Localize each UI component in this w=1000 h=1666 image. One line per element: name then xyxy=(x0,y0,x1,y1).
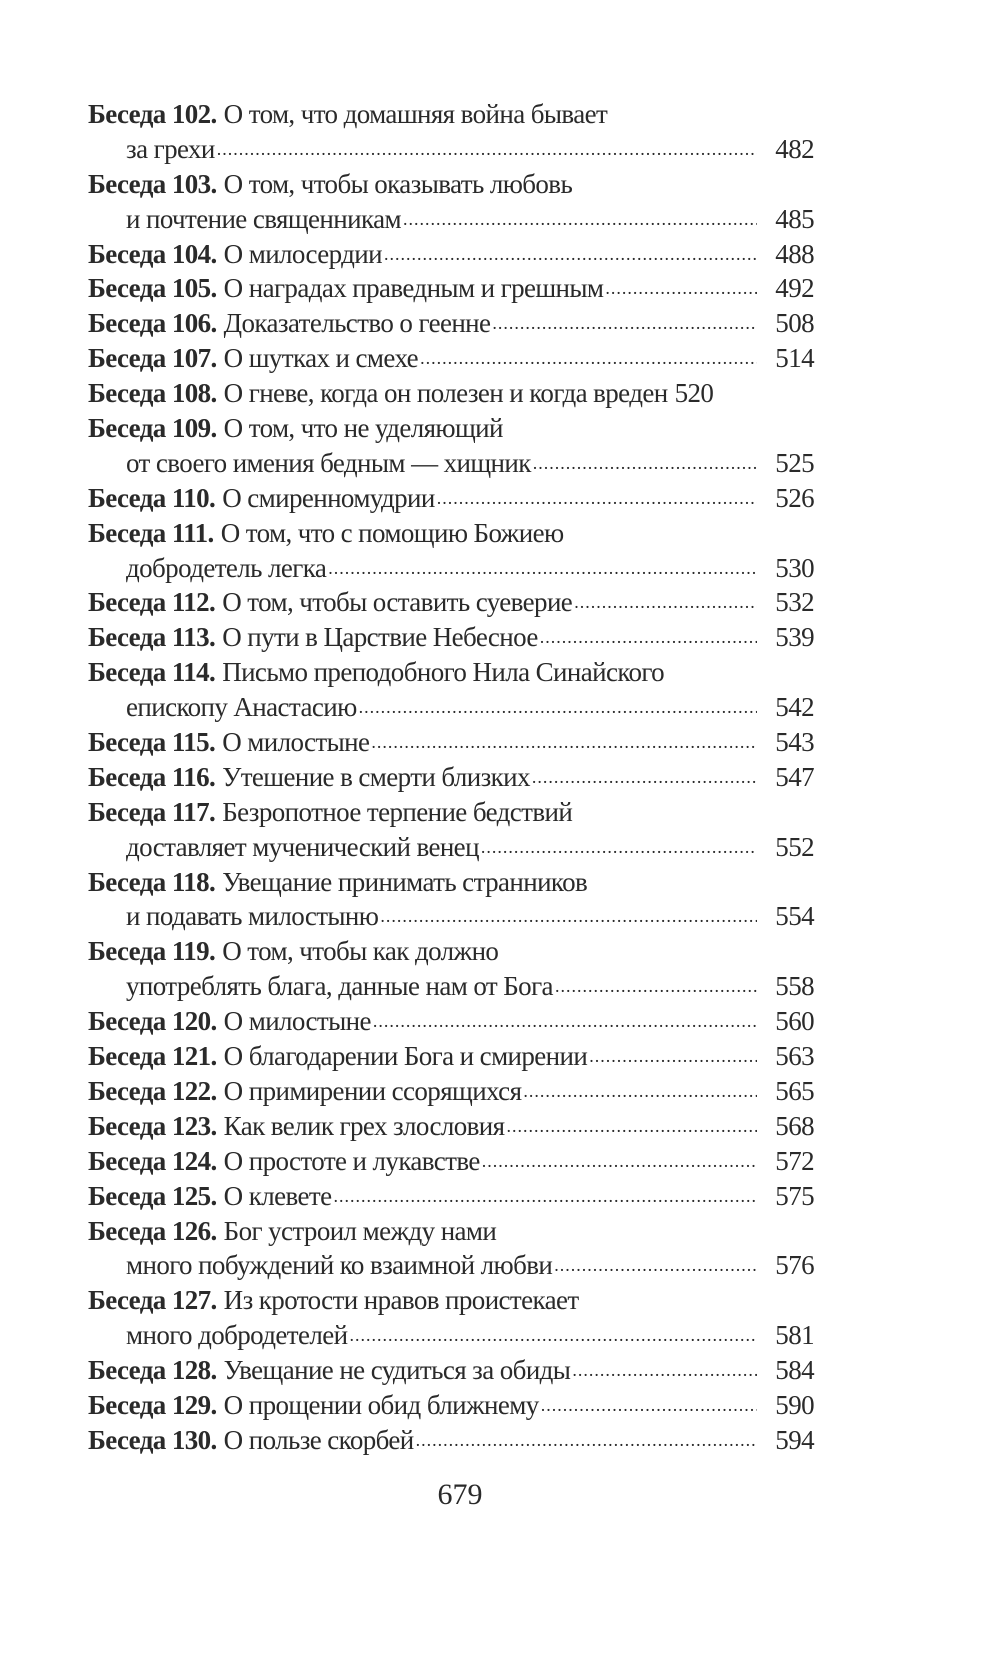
entry-number: Беседа 109. xyxy=(88,413,217,444)
entry-page: 508 xyxy=(775,308,814,339)
entry-page: 520 xyxy=(674,378,714,409)
entry-page: 565 xyxy=(775,1075,814,1106)
dot-leader xyxy=(523,1074,757,1109)
entry-number: Беседа 115. xyxy=(88,727,216,758)
toc-entry-continuation xyxy=(88,969,814,1004)
dot-leader xyxy=(328,551,757,586)
entry-page: 525 xyxy=(775,447,814,478)
toc-entry xyxy=(88,865,814,900)
toc-entry xyxy=(88,306,814,341)
toc-entry xyxy=(88,516,814,551)
entry-title: О пути в Царствие Небесное xyxy=(222,622,538,653)
dot-leader xyxy=(416,1423,758,1458)
entry-title: О том, чтобы оказывать любовь xyxy=(223,168,573,199)
toc-entry xyxy=(88,1039,814,1074)
entry-title: Из кротости нравов проистекает xyxy=(223,1285,579,1316)
entry-number: Беседа 128. xyxy=(88,1355,217,1386)
toc-entry-continuation xyxy=(88,551,814,586)
entry-number: Беседа 126. xyxy=(88,1215,217,1246)
entry-number: Беседа 112. xyxy=(88,587,216,618)
entry-title-continuation: за грехи xyxy=(126,133,215,164)
entry-number: Беседа 120. xyxy=(88,1006,217,1037)
toc-entry-continuation xyxy=(88,202,814,237)
toc-entry xyxy=(88,1004,814,1039)
dot-leader xyxy=(359,690,758,725)
entry-page: 539 xyxy=(775,622,814,653)
entry-number: Беседа 111. xyxy=(88,517,214,548)
toc-entry xyxy=(88,376,814,411)
toc-entry xyxy=(88,934,814,969)
dot-leader xyxy=(541,1388,758,1423)
toc-entry xyxy=(88,1144,814,1179)
entry-title: О том, что с помощию Божиею xyxy=(220,517,564,548)
entry-title: Письмо преподобного Нила Синайского xyxy=(222,657,665,688)
entry-number: Беседа 117. xyxy=(88,796,216,827)
toc-entry xyxy=(88,97,814,132)
entry-page: 542 xyxy=(775,692,814,723)
toc-entry xyxy=(88,341,814,376)
entry-title-continuation: употреблять блага, данные нам от Бога xyxy=(126,971,553,1002)
entry-page: 485 xyxy=(775,203,814,234)
entry-number: Беседа 129. xyxy=(88,1389,217,1420)
entry-title: Как велик грех злословия xyxy=(223,1110,505,1141)
entry-title: О том, чтобы как должно xyxy=(222,936,499,967)
dot-leader xyxy=(506,1109,757,1144)
entry-number: Беседа 108. xyxy=(88,378,217,409)
toc-entry-continuation xyxy=(88,1248,814,1283)
dot-leader xyxy=(481,830,757,865)
toc-entry-continuation xyxy=(88,1318,814,1353)
entry-number: Беседа 103. xyxy=(88,168,217,199)
entry-page: 594 xyxy=(775,1424,814,1455)
dot-leader xyxy=(533,446,758,481)
dot-leader xyxy=(482,1144,758,1179)
entry-number: Беседа 116. xyxy=(88,761,216,792)
entry-title: О милостыне xyxy=(222,727,370,758)
entry-number: Беседа 114. xyxy=(88,657,216,688)
toc-entry xyxy=(88,1353,814,1388)
entry-page: 532 xyxy=(775,587,814,618)
toc-entry-continuation xyxy=(88,132,814,167)
entry-number: Беседа 123. xyxy=(88,1110,217,1141)
entry-title: О том, что домашняя война бывает xyxy=(223,99,608,129)
entry-number: Беседа 106. xyxy=(88,308,217,339)
entry-page: 576 xyxy=(775,1250,814,1281)
entry-title-continuation: епископу Анастасию xyxy=(126,692,357,723)
toc-entry-continuation xyxy=(88,899,814,934)
entry-title: Увещание принимать странников xyxy=(222,866,588,897)
entry-title: Безропотное терпение бедствий xyxy=(222,796,573,827)
entry-title-continuation: от своего имения бедным — хищник xyxy=(126,447,531,478)
page-number: 679 xyxy=(437,1478,483,1511)
toc-entry xyxy=(88,1283,814,1318)
entry-page: 572 xyxy=(775,1145,814,1176)
dot-leader xyxy=(420,341,757,376)
entry-title: О милосердии xyxy=(223,238,382,269)
dot-leader xyxy=(572,1353,757,1388)
entry-title: Бог устроил между нами xyxy=(223,1215,497,1246)
entry-page: 547 xyxy=(775,761,814,792)
entry-title: О благодарении Бога и смирении xyxy=(223,1041,588,1072)
toc-entry xyxy=(88,585,814,620)
entry-number: Беседа 102. xyxy=(88,99,217,129)
dot-leader xyxy=(532,760,757,795)
entry-title: О том, чтобы оставить суеверие xyxy=(222,587,573,618)
entry-title: Увещание не судиться за обиды xyxy=(223,1355,571,1386)
entry-title-continuation: и подавать милостыню xyxy=(126,901,379,932)
entry-title: Доказательство о геенне xyxy=(223,308,491,339)
toc-entry xyxy=(88,1179,814,1214)
entry-number: Беседа 118. xyxy=(88,866,216,897)
toc-entry xyxy=(88,237,814,272)
entry-number: Беседа 124. xyxy=(88,1145,217,1176)
entry-page: 514 xyxy=(775,343,814,374)
entry-title: О прощении обид ближнему xyxy=(223,1389,539,1420)
dot-leader xyxy=(380,899,757,934)
entry-page: 552 xyxy=(775,831,814,862)
entry-page: 590 xyxy=(775,1389,814,1420)
entry-number: Беседа 125. xyxy=(88,1180,217,1211)
entry-page: 558 xyxy=(775,971,814,1002)
dot-leader xyxy=(574,585,757,620)
entry-page: 530 xyxy=(775,552,814,583)
entry-page: 554 xyxy=(775,901,814,932)
entry-title-continuation: доставляет мученический венец xyxy=(126,831,479,862)
toc-entry xyxy=(88,411,814,446)
dot-leader xyxy=(333,1179,757,1214)
dot-leader xyxy=(589,1039,757,1074)
dot-leader xyxy=(371,725,757,760)
toc-entry xyxy=(88,271,814,306)
toc-entry-continuation xyxy=(88,830,814,865)
entry-title: О наградах праведным и грешным xyxy=(223,273,604,304)
toc-entry xyxy=(88,1109,814,1144)
entry-number: Беседа 127. xyxy=(88,1285,217,1316)
toc-entry xyxy=(88,795,814,830)
dot-leader xyxy=(217,132,758,167)
entry-title: О гневе, когда он полезен и когда вреден xyxy=(223,378,668,409)
entry-number: Беседа 104. xyxy=(88,238,217,269)
entry-title: О примирении ссорящихся xyxy=(223,1075,522,1106)
entry-number: Беседа 121. xyxy=(88,1041,217,1072)
entry-page: 488 xyxy=(775,238,814,269)
entry-page: 482 xyxy=(775,133,814,164)
entry-title-continuation: и почтение священникам xyxy=(126,203,401,234)
toc-entry-continuation xyxy=(88,446,814,481)
dot-leader xyxy=(492,306,757,341)
dot-leader xyxy=(540,620,758,655)
entry-number: Беседа 113. xyxy=(88,622,216,653)
entry-page: 575 xyxy=(775,1180,814,1211)
toc-entry xyxy=(88,481,814,516)
dot-leader xyxy=(555,969,757,1004)
toc-entry xyxy=(88,1423,814,1458)
entry-title: О том, что не уделяющий xyxy=(223,413,503,444)
entry-number: Беседа 110. xyxy=(88,482,216,513)
entry-title: О пользе скорбей xyxy=(223,1424,414,1455)
entry-title-continuation: много добродетелей xyxy=(126,1320,348,1351)
toc-entry xyxy=(88,1214,814,1249)
entry-number: Беседа 119. xyxy=(88,936,216,967)
dot-leader xyxy=(350,1318,758,1353)
table-of-contents xyxy=(88,97,814,1458)
entry-number: Беседа 107. xyxy=(88,343,217,374)
toc-entry xyxy=(88,1074,814,1109)
entry-title: О милостыне xyxy=(223,1006,371,1037)
entry-page: 568 xyxy=(775,1110,814,1141)
entry-page: 526 xyxy=(775,482,814,513)
entry-title: О шутках и смехе xyxy=(223,343,419,374)
dot-leader xyxy=(554,1248,757,1283)
entry-page: 581 xyxy=(775,1320,814,1351)
entry-page: 492 xyxy=(775,273,814,304)
toc-entry xyxy=(88,655,814,690)
entry-title: О простоте и лукавстве xyxy=(223,1145,480,1176)
entry-title: О смиренномудрии xyxy=(222,482,435,513)
dot-leader xyxy=(373,1004,757,1039)
entry-number: Беседа 105. xyxy=(88,273,217,304)
dot-leader xyxy=(437,481,758,516)
dot-leader xyxy=(605,271,757,306)
toc-entry xyxy=(88,620,814,655)
entry-page: 560 xyxy=(775,1006,814,1037)
dot-leader xyxy=(403,202,757,237)
entry-page: 563 xyxy=(775,1041,814,1072)
toc-entry xyxy=(88,167,814,202)
entry-title-continuation: добродетель легка xyxy=(126,552,327,583)
entry-number: Беседа 130. xyxy=(88,1424,217,1455)
toc-entry xyxy=(88,1388,814,1423)
entry-title-continuation: много побуждений ко взаимной любви xyxy=(126,1250,553,1281)
toc-entry-continuation xyxy=(88,690,814,725)
entry-title: О клевете xyxy=(223,1180,332,1211)
dot-leader xyxy=(384,237,757,272)
toc-entry xyxy=(88,725,814,760)
toc-entry xyxy=(88,760,814,795)
entry-title: Утешение в смерти близких xyxy=(222,761,530,792)
entry-number: Беседа 122. xyxy=(88,1075,217,1106)
entry-page: 543 xyxy=(775,727,814,758)
entry-page: 584 xyxy=(775,1355,814,1386)
